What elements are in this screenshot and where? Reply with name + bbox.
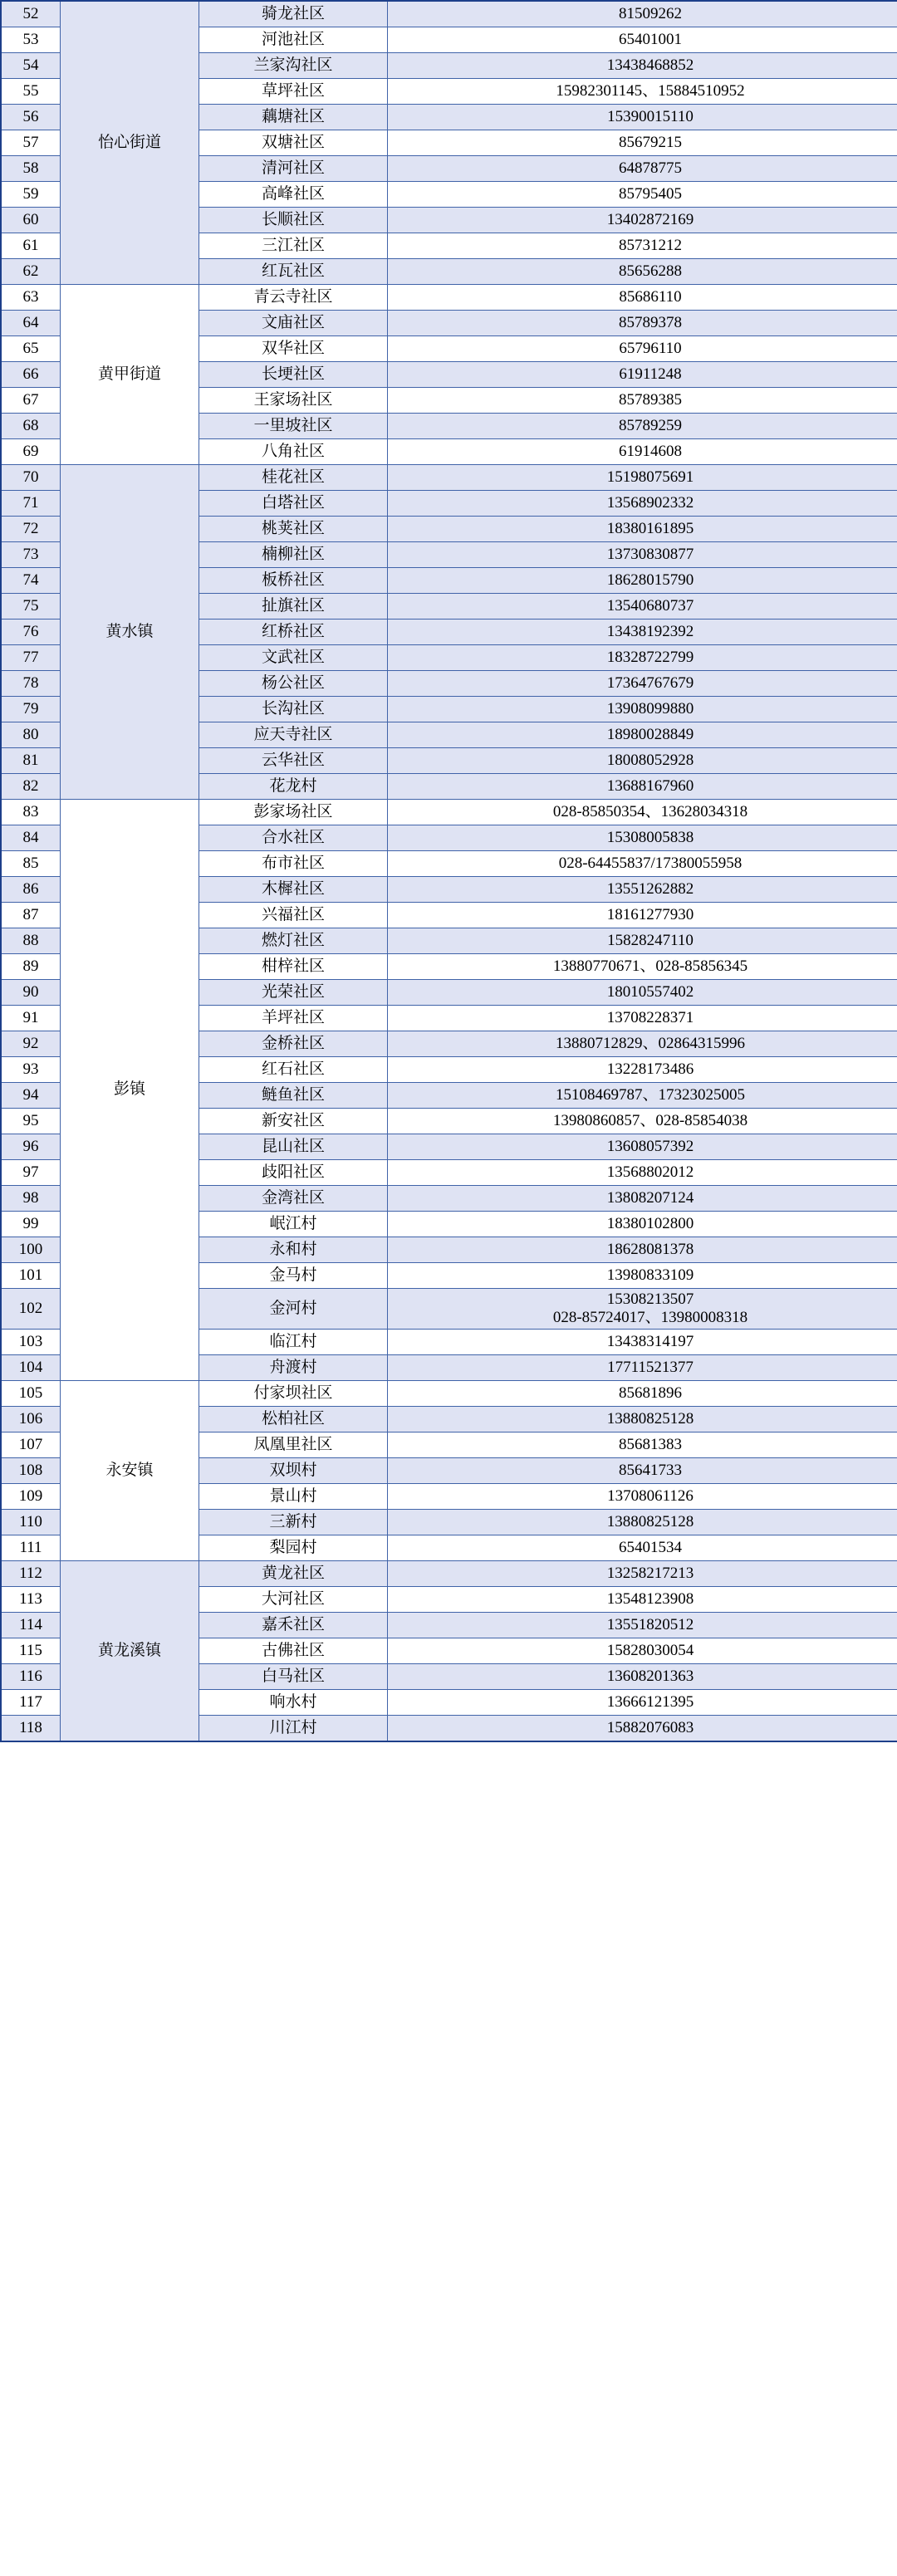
- phone-cell: 15308005838: [388, 825, 897, 851]
- phone-cell: 18010557402: [388, 980, 897, 1006]
- row-index-cell: 103: [1, 1329, 61, 1354]
- row-index-cell: 84: [1, 825, 61, 851]
- phone-cell: 85686110: [388, 285, 897, 311]
- community-name-cell: 双塘社区: [199, 130, 388, 156]
- community-name-cell: 清河社区: [199, 156, 388, 182]
- community-name-cell: 应天寺社区: [199, 722, 388, 748]
- community-name-cell: 柑梓社区: [199, 954, 388, 980]
- community-name-cell: 大河社区: [199, 1586, 388, 1612]
- community-name-cell: 合水社区: [199, 825, 388, 851]
- community-name-cell: 红石社区: [199, 1057, 388, 1083]
- phone-cell: 18008052928: [388, 748, 897, 774]
- row-index-cell: 64: [1, 311, 61, 336]
- community-name-cell: 楠柳社区: [199, 542, 388, 568]
- community-name-cell: 黄龙社区: [199, 1560, 388, 1586]
- phone-cell: 13730830877: [388, 542, 897, 568]
- phone-cell: 18328722799: [388, 645, 897, 671]
- community-name-cell: 羊坪社区: [199, 1006, 388, 1031]
- phone-cell: 85681383: [388, 1432, 897, 1457]
- phone-cell: 13880770671、028-85856345: [388, 954, 897, 980]
- row-index-cell: 117: [1, 1689, 61, 1715]
- community-name-cell: 梨园村: [199, 1535, 388, 1560]
- phone-cell: 65401001: [388, 27, 897, 53]
- town-name-cell: 黄龙溪镇: [61, 1560, 199, 1741]
- community-name-cell: 金马村: [199, 1263, 388, 1289]
- community-name-cell: 凤凰里社区: [199, 1432, 388, 1457]
- phone-cell: 13258217213: [388, 1560, 897, 1586]
- phone-cell: 13808207124: [388, 1186, 897, 1212]
- phone-cell: 13568902332: [388, 491, 897, 517]
- community-name-cell: 付家坝社区: [199, 1380, 388, 1406]
- phone-cell: 13568802012: [388, 1160, 897, 1186]
- phone-cell: 15982301145、15884510952: [388, 79, 897, 105]
- phone-cell: 13551262882: [388, 877, 897, 903]
- community-name-cell: 布市社区: [199, 851, 388, 877]
- phone-cell: 15108469787、17323025005: [388, 1083, 897, 1109]
- row-index-cell: 99: [1, 1212, 61, 1237]
- community-name-cell: 景山村: [199, 1483, 388, 1509]
- community-name-cell: 松柏社区: [199, 1406, 388, 1432]
- row-index-cell: 90: [1, 980, 61, 1006]
- row-index-cell: 91: [1, 1006, 61, 1031]
- row-index-cell: 101: [1, 1263, 61, 1289]
- community-name-cell: 彭家场社区: [199, 800, 388, 825]
- town-name-cell: 怡心街道: [61, 1, 199, 285]
- table-row: [1, 1, 897, 27]
- community-name-cell: 舟渡村: [199, 1354, 388, 1380]
- row-index-cell: 100: [1, 1237, 61, 1263]
- community-name-cell: 岷江村: [199, 1212, 388, 1237]
- row-index-cell: 68: [1, 414, 61, 439]
- row-index-cell: 98: [1, 1186, 61, 1212]
- row-index-cell: 59: [1, 182, 61, 208]
- community-name-cell: 桃荚社区: [199, 517, 388, 542]
- community-name-cell: 临江村: [199, 1329, 388, 1354]
- row-index-cell: 111: [1, 1535, 61, 1560]
- row-index-cell: 55: [1, 79, 61, 105]
- row-index-cell: 53: [1, 27, 61, 53]
- phone-cell: 028-85850354、13628034318: [388, 800, 897, 825]
- community-name-cell: 嘉禾社区: [199, 1612, 388, 1638]
- row-index-cell: 80: [1, 722, 61, 748]
- table-row: [1, 1380, 897, 1406]
- row-index-cell: 110: [1, 1509, 61, 1535]
- row-index-cell: 94: [1, 1083, 61, 1109]
- phone-cell: 85789378: [388, 311, 897, 336]
- row-index-cell: 69: [1, 439, 61, 465]
- row-index-cell: 88: [1, 928, 61, 954]
- phone-cell: 65401534: [388, 1535, 897, 1560]
- community-name-cell: 歧阳社区: [199, 1160, 388, 1186]
- phone-cell: 18380102800: [388, 1212, 897, 1237]
- row-index-cell: 67: [1, 388, 61, 414]
- town-name-cell: 永安镇: [61, 1380, 199, 1560]
- row-index-cell: 116: [1, 1663, 61, 1689]
- community-name-cell: 鲢鱼社区: [199, 1083, 388, 1109]
- row-index-cell: 113: [1, 1586, 61, 1612]
- row-index-cell: 87: [1, 903, 61, 928]
- row-index-cell: 95: [1, 1109, 61, 1134]
- table-body: [1, 1, 897, 1741]
- phone-cell: 85731212: [388, 233, 897, 259]
- phone-cell: 85789259: [388, 414, 897, 439]
- community-name-cell: 板桥社区: [199, 568, 388, 594]
- community-name-cell: 昆山社区: [199, 1134, 388, 1160]
- community-name-cell: 花龙村: [199, 774, 388, 800]
- row-index-cell: 70: [1, 465, 61, 491]
- row-index-cell: 82: [1, 774, 61, 800]
- phone-cell: 13880825128: [388, 1509, 897, 1535]
- phone-cell: 15198075691: [388, 465, 897, 491]
- community-name-cell: 新安社区: [199, 1109, 388, 1134]
- town-name-cell: 彭镇: [61, 800, 199, 1381]
- phone-cell: 61914608: [388, 439, 897, 465]
- row-index-cell: 71: [1, 491, 61, 517]
- row-index-cell: 89: [1, 954, 61, 980]
- phone-cell: 18628015790: [388, 568, 897, 594]
- phone-cell: 65796110: [388, 336, 897, 362]
- row-index-cell: 76: [1, 620, 61, 645]
- row-index-cell: 54: [1, 53, 61, 79]
- table-row: [1, 285, 897, 311]
- row-index-cell: 56: [1, 105, 61, 130]
- community-name-cell: 骑龙社区: [199, 1, 388, 27]
- community-name-cell: 扯旗社区: [199, 594, 388, 620]
- community-name-cell: 双华社区: [199, 336, 388, 362]
- community-name-cell: 文庙社区: [199, 311, 388, 336]
- row-index-cell: 78: [1, 671, 61, 697]
- community-name-cell: 长沟社区: [199, 697, 388, 722]
- community-name-cell: 高峰社区: [199, 182, 388, 208]
- community-name-cell: 八角社区: [199, 439, 388, 465]
- community-name-cell: 河池社区: [199, 27, 388, 53]
- community-name-cell: 双坝村: [199, 1457, 388, 1483]
- row-index-cell: 108: [1, 1457, 61, 1483]
- row-index-cell: 60: [1, 208, 61, 233]
- phone-cell: 18628081378: [388, 1237, 897, 1263]
- phone-cell: 13402872169: [388, 208, 897, 233]
- phone-cell: 13438468852: [388, 53, 897, 79]
- phone-cell: 13980860857、028-85854038: [388, 1109, 897, 1134]
- community-name-cell: 兰家沟社区: [199, 53, 388, 79]
- phone-cell: 85789385: [388, 388, 897, 414]
- phone-cell: 13688167960: [388, 774, 897, 800]
- phone-cell: 13880825128: [388, 1406, 897, 1432]
- phone-cell: 61911248: [388, 362, 897, 388]
- row-index-cell: 74: [1, 568, 61, 594]
- row-index-cell: 79: [1, 697, 61, 722]
- row-index-cell: 109: [1, 1483, 61, 1509]
- community-name-cell: 永和村: [199, 1237, 388, 1263]
- community-name-cell: 杨公社区: [199, 671, 388, 697]
- community-name-cell: 三江社区: [199, 233, 388, 259]
- phone-cell: 15828030054: [388, 1638, 897, 1663]
- phone-cell: 13608057392: [388, 1134, 897, 1160]
- town-name-cell: 黄甲街道: [61, 285, 199, 465]
- community-name-cell: 响水村: [199, 1689, 388, 1715]
- community-name-cell: 金桥社区: [199, 1031, 388, 1057]
- phone-line: 028-85724017、13980008318: [552, 1308, 748, 1326]
- row-index-cell: 66: [1, 362, 61, 388]
- phone-cell: 18380161895: [388, 517, 897, 542]
- community-name-cell: 长埂社区: [199, 362, 388, 388]
- row-index-cell: 73: [1, 542, 61, 568]
- community-name-cell: 红桥社区: [199, 620, 388, 645]
- community-name-cell: 藕塘社区: [199, 105, 388, 130]
- community-name-cell: 云华社区: [199, 748, 388, 774]
- community-name-cell: 草坪社区: [199, 79, 388, 105]
- row-index-cell: 58: [1, 156, 61, 182]
- phone-cell: 13228173486: [388, 1057, 897, 1083]
- community-name-cell: 金湾社区: [199, 1186, 388, 1212]
- phone-cell: 64878775: [388, 156, 897, 182]
- row-index-cell: 77: [1, 645, 61, 671]
- phone-cell: 13551820512: [388, 1612, 897, 1638]
- phone-cell: 85681896: [388, 1380, 897, 1406]
- phone-cell: 17364767679: [388, 671, 897, 697]
- phone-cell: 13980833109: [388, 1263, 897, 1289]
- row-index-cell: 112: [1, 1560, 61, 1586]
- phone-cell: 81509262: [388, 1, 897, 27]
- row-index-cell: 96: [1, 1134, 61, 1160]
- phone-cell: 13548123908: [388, 1586, 897, 1612]
- community-name-cell: 文武社区: [199, 645, 388, 671]
- row-index-cell: 72: [1, 517, 61, 542]
- community-name-cell: 三新村: [199, 1509, 388, 1535]
- community-name-cell: 古佛社区: [199, 1638, 388, 1663]
- row-index-cell: 118: [1, 1715, 61, 1741]
- table-row: [1, 465, 897, 491]
- community-name-cell: 川江村: [199, 1715, 388, 1741]
- community-name-cell: 青云寺社区: [199, 285, 388, 311]
- phone-cell: 028-64455837/17380055958: [388, 851, 897, 877]
- phone-cell: 15390015110: [388, 105, 897, 130]
- row-index-cell: 102: [1, 1289, 61, 1330]
- phone-cell: 85641733: [388, 1457, 897, 1483]
- row-index-cell: 107: [1, 1432, 61, 1457]
- phone-cell: 18161277930: [388, 903, 897, 928]
- row-index-cell: 104: [1, 1354, 61, 1380]
- phone-cell: 17711521377: [388, 1354, 897, 1380]
- row-index-cell: 93: [1, 1057, 61, 1083]
- phone-cell: 85679215: [388, 130, 897, 156]
- community-name-cell: 白马社区: [199, 1663, 388, 1689]
- town-name-cell: 黄水镇: [61, 465, 199, 800]
- phone-cell: 13708228371: [388, 1006, 897, 1031]
- row-index-cell: 57: [1, 130, 61, 156]
- phone-cell: 13666121395: [388, 1689, 897, 1715]
- row-index-cell: 86: [1, 877, 61, 903]
- phone-cell: 15828247110: [388, 928, 897, 954]
- row-index-cell: 97: [1, 1160, 61, 1186]
- community-name-cell: 一里坡社区: [199, 414, 388, 439]
- row-index-cell: 63: [1, 285, 61, 311]
- row-index-cell: 65: [1, 336, 61, 362]
- community-name-cell: 白塔社区: [199, 491, 388, 517]
- phone-line: 15308213507: [606, 1290, 694, 1308]
- row-index-cell: 61: [1, 233, 61, 259]
- community-name-cell: 燃灯社区: [199, 928, 388, 954]
- phone-cell: 13708061126: [388, 1483, 897, 1509]
- phone-cell: 85656288: [388, 259, 897, 285]
- community-name-cell: 金河村: [199, 1289, 388, 1330]
- row-index-cell: 62: [1, 259, 61, 285]
- phone-cell: 15882076083: [388, 1715, 897, 1741]
- row-index-cell: 114: [1, 1612, 61, 1638]
- phone-cell: 13608201363: [388, 1663, 897, 1689]
- phone-cell: 13438314197: [388, 1329, 897, 1354]
- community-name-cell: 兴福社区: [199, 903, 388, 928]
- row-index-cell: 52: [1, 1, 61, 27]
- row-index-cell: 105: [1, 1380, 61, 1406]
- community-name-cell: 长顺社区: [199, 208, 388, 233]
- phone-cell: 13880712829、02864315996: [388, 1031, 897, 1057]
- community-name-cell: 木樨社区: [199, 877, 388, 903]
- row-index-cell: 92: [1, 1031, 61, 1057]
- row-index-cell: 85: [1, 851, 61, 877]
- table-row: [1, 800, 897, 825]
- community-name-cell: 王家场社区: [199, 388, 388, 414]
- row-index-cell: 83: [1, 800, 61, 825]
- phone-cell: 85795405: [388, 182, 897, 208]
- phone-cell: 13908099880: [388, 697, 897, 722]
- row-index-cell: 106: [1, 1406, 61, 1432]
- row-index-cell: 81: [1, 748, 61, 774]
- row-index-cell: 75: [1, 594, 61, 620]
- table-row: [1, 1560, 897, 1586]
- phone-cell: [388, 1289, 897, 1330]
- phone-cell: 13438192392: [388, 620, 897, 645]
- phone-cell: 18980028849: [388, 722, 897, 748]
- phone-cell: 13540680737: [388, 594, 897, 620]
- community-name-cell: 光荣社区: [199, 980, 388, 1006]
- community-name-cell: 红瓦社区: [199, 259, 388, 285]
- community-name-cell: 桂花社区: [199, 465, 388, 491]
- row-index-cell: 115: [1, 1638, 61, 1663]
